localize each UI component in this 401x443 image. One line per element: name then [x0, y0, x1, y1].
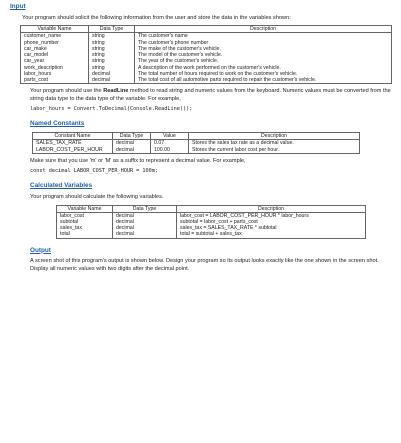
- data-type-cell: decimal: [113, 140, 151, 147]
- description-cell: A description of the work performed on the customer's vehicle.: [135, 65, 392, 71]
- column-header: Data Type: [113, 205, 177, 212]
- constants-heading: Named Constants: [30, 120, 85, 128]
- data-type-cell: string: [89, 46, 135, 52]
- table-row: [57, 231, 366, 238]
- input-variables-table: [20, 25, 392, 84]
- readline-text-after: method to read string and numeric values from the keyboard. Numeric values must be converted from the string data type to the data type of the variable. For example,: [30, 88, 391, 102]
- description-cell: The total number of hours required to work on the customer's vehicle.: [135, 71, 392, 77]
- description-cell: The model of the customer's vehicle.: [135, 52, 392, 58]
- data-type-cell: decimal: [113, 231, 177, 238]
- variable-name-cell: work_description: [21, 65, 89, 71]
- description-cell: subtotal = labor_cost + parts_cost: [177, 219, 366, 225]
- table-header-row: [33, 133, 360, 140]
- readline-method-name: ReadLine: [103, 88, 129, 95]
- convert-code-example: labor_hours = Convert.ToDecimal(Console.ReadLine());: [30, 106, 193, 113]
- description-cell: total = subtotal + sales_tax: [177, 231, 366, 238]
- variable-name-cell: subtotal: [57, 219, 113, 225]
- const-code-example: const decimal LABOR_COST_PER_HOUR = 100m;: [30, 168, 159, 175]
- description-cell: sales_tax = SALES_TAX_RATE * subtotal: [177, 225, 366, 231]
- table-header-row: [21, 26, 392, 33]
- table-row: [21, 33, 392, 40]
- data-type-cell: string: [89, 33, 135, 40]
- calculated-variables-table: [56, 205, 366, 239]
- variable-name-cell: labor_cost: [57, 212, 113, 219]
- output-heading: Output: [30, 246, 51, 254]
- column-header: Variable Name: [57, 205, 113, 212]
- readline-paragraph: [30, 88, 391, 103]
- data-type-cell: decimal: [113, 225, 177, 231]
- description-cell: Stores the current labor cost per hour.: [189, 147, 360, 154]
- data-type-cell: decimal: [113, 219, 177, 225]
- input-heading: Input: [10, 3, 26, 10]
- column-header: Data Type: [113, 133, 151, 140]
- data-type-cell: string: [89, 58, 135, 64]
- variable-name-cell: car_year: [21, 58, 89, 64]
- description-cell: The make of the customer's vehicle.: [135, 46, 392, 52]
- data-type-cell: decimal: [113, 147, 151, 154]
- calculated-heading: Calculated Variables: [30, 182, 93, 190]
- description-cell: labor_cost = LABOR_COST_PER_HOUR * labor_hours: [177, 212, 366, 219]
- variable-name-cell: car_model: [21, 52, 89, 58]
- table-row: [57, 212, 366, 219]
- column-header: Value: [151, 133, 189, 140]
- description-cell: The customer's phone number: [135, 40, 392, 46]
- variable-name-cell: sales_tax: [57, 225, 113, 231]
- description-cell: Stores the sales tax rate as a decimal value.: [189, 140, 360, 147]
- value-cell: 100.00: [151, 147, 189, 154]
- column-header: Description: [189, 133, 360, 140]
- constant-name-cell: LABOR_COST_PER_HOUR: [33, 147, 113, 154]
- column-header: Constant Name: [33, 133, 113, 140]
- table-row: [33, 147, 360, 154]
- variable-name-cell: customer_name: [21, 33, 89, 40]
- data-type-cell: string: [89, 40, 135, 46]
- column-header: Description: [177, 205, 366, 212]
- readline-text-before: Your program should use the: [30, 88, 104, 95]
- variable-name-cell: labor_hours: [21, 71, 89, 77]
- data-type-cell: string: [89, 52, 135, 58]
- variable-name-cell: total: [57, 231, 113, 238]
- calculated-intro: Your program should calculate the following variables.: [30, 193, 164, 200]
- table-header-row: [57, 205, 366, 212]
- data-type-cell: decimal: [89, 71, 135, 77]
- input-intro: Your program should solicit the following information from the user and store the data in the variables shown:: [22, 14, 291, 21]
- data-type-cell: decimal: [89, 77, 135, 84]
- column-header: Data Type: [89, 26, 135, 33]
- variable-name-cell: car_make: [21, 46, 89, 52]
- variable-name-cell: phone_number: [21, 40, 89, 46]
- constant-name-cell: SALES_TAX_RATE: [33, 140, 113, 147]
- column-header: Description: [135, 26, 392, 33]
- variable-name-cell: parts_cost: [21, 77, 89, 84]
- column-header: Variable Name: [21, 26, 89, 33]
- data-type-cell: string: [89, 65, 135, 71]
- output-text: A screen shot of this program's output is shown below. Design your program so its output looks exactly like the one shown in the screen shot. Display all numeric values with two digits after the decimal point.: [30, 258, 379, 272]
- description-cell: The total cost of all automotive parts required to repair the customer's vehicle.: [135, 77, 392, 84]
- suffix-note: Make sure that you use 'm' or 'M' as a suffix to represent a decimal value. For example,: [30, 157, 246, 164]
- table-row: [33, 140, 360, 147]
- value-cell: 0.07: [151, 140, 189, 147]
- description-cell: The year of the customer's vehicle.: [135, 58, 392, 64]
- data-type-cell: decimal: [113, 212, 177, 219]
- table-row: [21, 77, 392, 84]
- named-constants-table: [32, 132, 360, 154]
- description-cell: The customer's name: [135, 33, 392, 40]
